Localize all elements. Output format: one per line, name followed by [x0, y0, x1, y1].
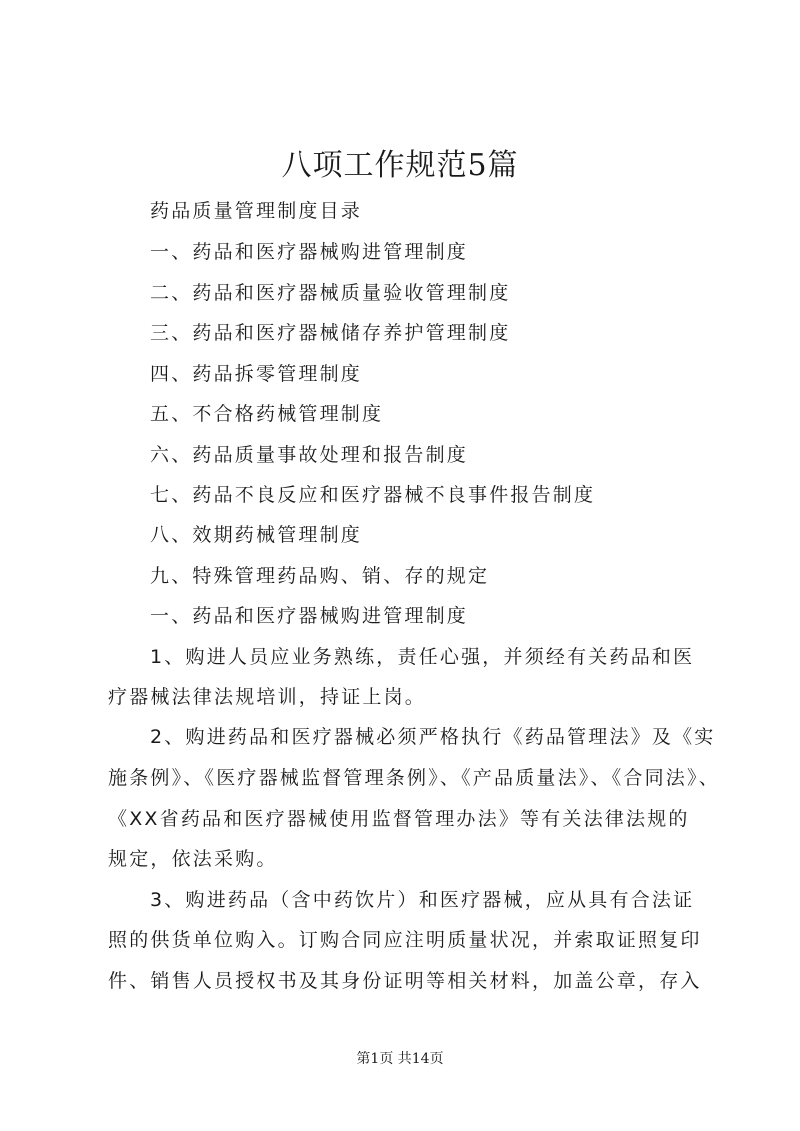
- toc-item-2: 二、药品和医疗器械质量验收管理制度: [150, 282, 511, 304]
- paragraph-2-line-4: 规定，依法采购。: [108, 848, 278, 870]
- toc-item-6: 六、药品质量事故处理和报告制度: [150, 444, 469, 466]
- paragraph-1-line-2: 疗器械法律法规培训，持证上岗。: [108, 686, 427, 708]
- paragraph-3-line-3: 件、销售人员授权书及其身份证明等相关材料，加盖公章，存入: [108, 970, 702, 992]
- paragraph-3-line-2: 照的供货单位购入。订购合同应注明质量状况，并索取证照复印: [108, 929, 702, 951]
- paragraph-2-line-2: 施条例》、《医疗器械监督管理条例》、《产品质量法》、《合同法》、: [108, 767, 720, 789]
- paragraph-2-line-1: 2、购进药品和医疗器械必须严格执行《药品管理法》及《实: [150, 726, 716, 748]
- toc-item-4: 四、药品拆零管理制度: [150, 363, 363, 385]
- page-footer: 第1页 共14页: [356, 1051, 444, 1067]
- paragraph-1-line-1: 1、购进人员应业务熟练，责任心强，并须经有关药品和医: [150, 646, 695, 668]
- paragraph-3-line-1: 3、购进药品（含中药饮片）和医疗器械，应从具有合法证: [150, 889, 695, 911]
- paragraph-2-line-3: 《XX省药品和医疗器械使用监督管理办法》等有关法律法规的: [108, 808, 690, 830]
- toc-item-9: 九、特殊管理药品购、销、存的规定: [150, 565, 490, 587]
- toc-item-1: 一、药品和医疗器械购进管理制度: [150, 241, 469, 263]
- toc-heading: 药品质量管理制度目录: [150, 200, 363, 222]
- toc-item-8: 八、效期药械管理制度: [150, 524, 363, 546]
- section-heading: 一、药品和医疗器械购进管理制度: [150, 605, 469, 627]
- document-title: 八项工作规范5篇: [281, 148, 519, 183]
- toc-item-5: 五、不合格药械管理制度: [150, 403, 384, 425]
- toc-item-3: 三、药品和医疗器械储存养护管理制度: [150, 322, 511, 344]
- toc-item-7: 七、药品不良反应和医疗器械不良事件报告制度: [150, 484, 596, 506]
